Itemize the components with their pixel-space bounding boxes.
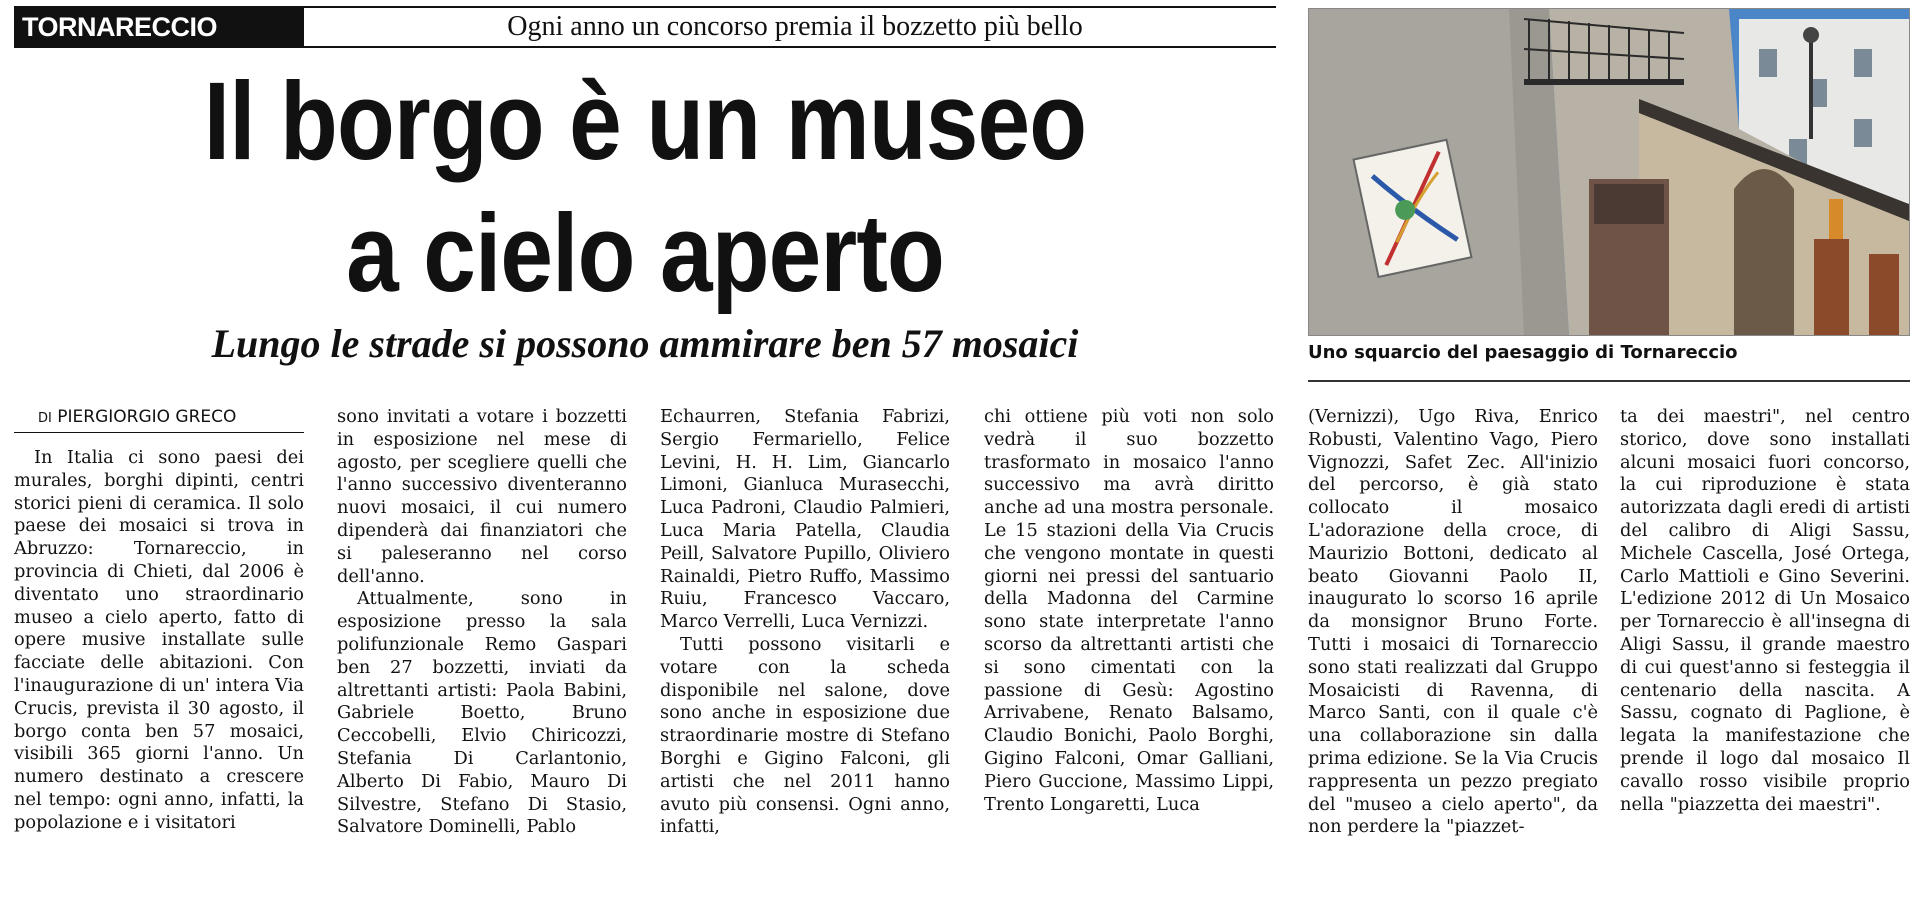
headline (102, 56, 1187, 320)
column-5-paragraph-1: (Vernizzi), Ugo Riva, Enrico Robusti, Valentino Vago, Piero Vignozzi, Safet Zec. All'inizio del percorso, è già stato collocato il mosaico L'adorazione della croce, di Maurizio Bottoni, dedicato al beato Giovanni Paolo II, inaugurato lo scorso 16 aprile da monsignor Bruno Forte. Tutti i mosaici di Tornareccio sono stati realizzati dal Gruppo Mosaicisti di Ravenna, di Marco Santi, con il quale c'è una collaborazione sin dalla prima edizione. Se la Via Crucis rappresenta un pezzo pregiato del "museo a cielo aperto", da non perdere la "piazzet- (1308, 406, 1598, 838)
byline-prefix: DI (38, 411, 52, 426)
section-header-bar (14, 6, 1276, 48)
article-column-5 (1308, 406, 1598, 839)
photo-illustration (1309, 9, 1909, 335)
column-4-paragraph-1: chi ottiene più voti non solo vedrà il suo bozzetto trasformato in mosaico l'anno successivo ma avrà diritto anche ad una mostra personale. Le 15 stazioni della Via Crucis che vengono montate in questi giorni nei pressi del santuario della Madonna del Carmine sono state interpretate l'anno scorso da altrettanti artisti che si sono cimentati con la passione di Gesù: Agostino Arrivabene, Renato Balsamo, Claudio Bonichi, Paolo Borghi, Gigino Falconi, Omar Galliani, Piero Guccione, Massimo Lippi, Trento Longaretti, Luca (984, 406, 1274, 815)
article-column-3 (660, 406, 950, 839)
photo-balcony (1524, 79, 1684, 85)
article-column-4 (984, 406, 1274, 816)
column-3-paragraph-2: Tutti possono visitarli e votare con la scheda disponibile nel salone, dove sono anche in esposizione due straordinarie mostre di Stefano Borghi e Gigino Falconi, gli artisti che nel 2011 hanno avuto più consensi. Ogni anno, infatti, (660, 633, 950, 838)
byline-author: PIERGIORGIO GRECO (57, 407, 237, 427)
article-photo (1308, 8, 1910, 336)
headline-line-2: a cielo aperto (346, 192, 944, 315)
headline-line-1: Il borgo è un museo (203, 60, 1087, 183)
column-3-paragraph-1: Echaurren, Stefania Fabrizi, Sergio Fermariello, Felice Levini, H. H. Lim, Giancarlo Limoni, Gianluca Murasecchi, Luca Padroni, Claudio Palmieri, Luca Maria Patella, Claudia Peill, Salvatore Pupillo, Oliviero Rainaldi, Pietro Ruffo, Massimo Ruiu, Francesco Vaccaro, Marco Verrelli, Luca Vernizzi. (660, 406, 950, 633)
column-2-paragraph-2: Attualmente, sono in esposizione presso la sala polifunzionale Remo Gaspari ben 27 bozzetti, inviati da altrettanti artisti: Paola Babini, Gabriele Boetto, Bruno Ceccobelli, Elvio Chiricozzi, Stefania Di Carlantonio, Alberto Di Fabio, Mauro Di Silvestre, Stefano Di Stasio, Salvatore Dominelli, Pablo (337, 588, 627, 838)
photo-lamp (1803, 27, 1819, 43)
column-1-paragraph-1: In Italia ci sono paesi dei murales, borghi dipinti, centri storici pieni di ceramica. Il solo paese dei mosaici si trova in Abruzzo: Tornareccio, in provincia di Chieti, dal 2006 è diventato uno straordinario museo a cielo aperto, fatto di opere musive installate sulle facciate delle abitazioni. Con l'inaugurazione di un' intera Via Crucis, prevista il 30 agosto, il borgo conta ben 57 mosaici, visibili 365 giorni l'anno. Un numero destinato a crescere nel tempo: ogni anno, infatti, la popolazione e i visitatori (14, 447, 304, 833)
article-column-2 (337, 406, 627, 839)
subheadline: Lungo le strade si possono ammirare ben 57 mosaici (211, 321, 1079, 366)
column-2-paragraph-1: sono invitati a votare i bozzetti in esposizione nel mese di agosto, per scegliere quelli che l'anno successivo diventeranno nuovi mosaici, il cui numero dipenderà dai finanziatori che si paleseranno nel corso dell'anno. (337, 406, 627, 587)
photo-caption: Uno squarcio del paesaggio di Tornareccio (1308, 342, 1738, 363)
overline: Ogni anno un concorso premia il bozzetto più bello (507, 11, 1083, 42)
section-kicker: TORNARECCIO (14, 8, 304, 46)
byline (14, 406, 304, 433)
caption-divider (1308, 380, 1910, 382)
article-column-6 (1620, 406, 1910, 816)
article-column-1 (14, 406, 304, 835)
column-6-paragraph-1: ta dei maestri", nel centro storico, dove sono installati alcuni mosaici fuori concorso, la cui riproduzione è stata autorizzata dagli eredi di artisti del calibro di Aligi Sassu, Michele Cascella, José Ortega, Carlo Mattioli e Gino Severini. L'edizione 2012 di Un Mosaico per Tornareccio è all'insegna di Aligi Sassu, il grande maestro di cui quest'anno si festeggia il centenario della nascita. A Sassu, cognato di Paglione, è legata la manifestazione che prende il logo dal mosaico Il cavallo rosso visibile proprio nella "piazzetta dei maestri". (1620, 406, 1910, 815)
